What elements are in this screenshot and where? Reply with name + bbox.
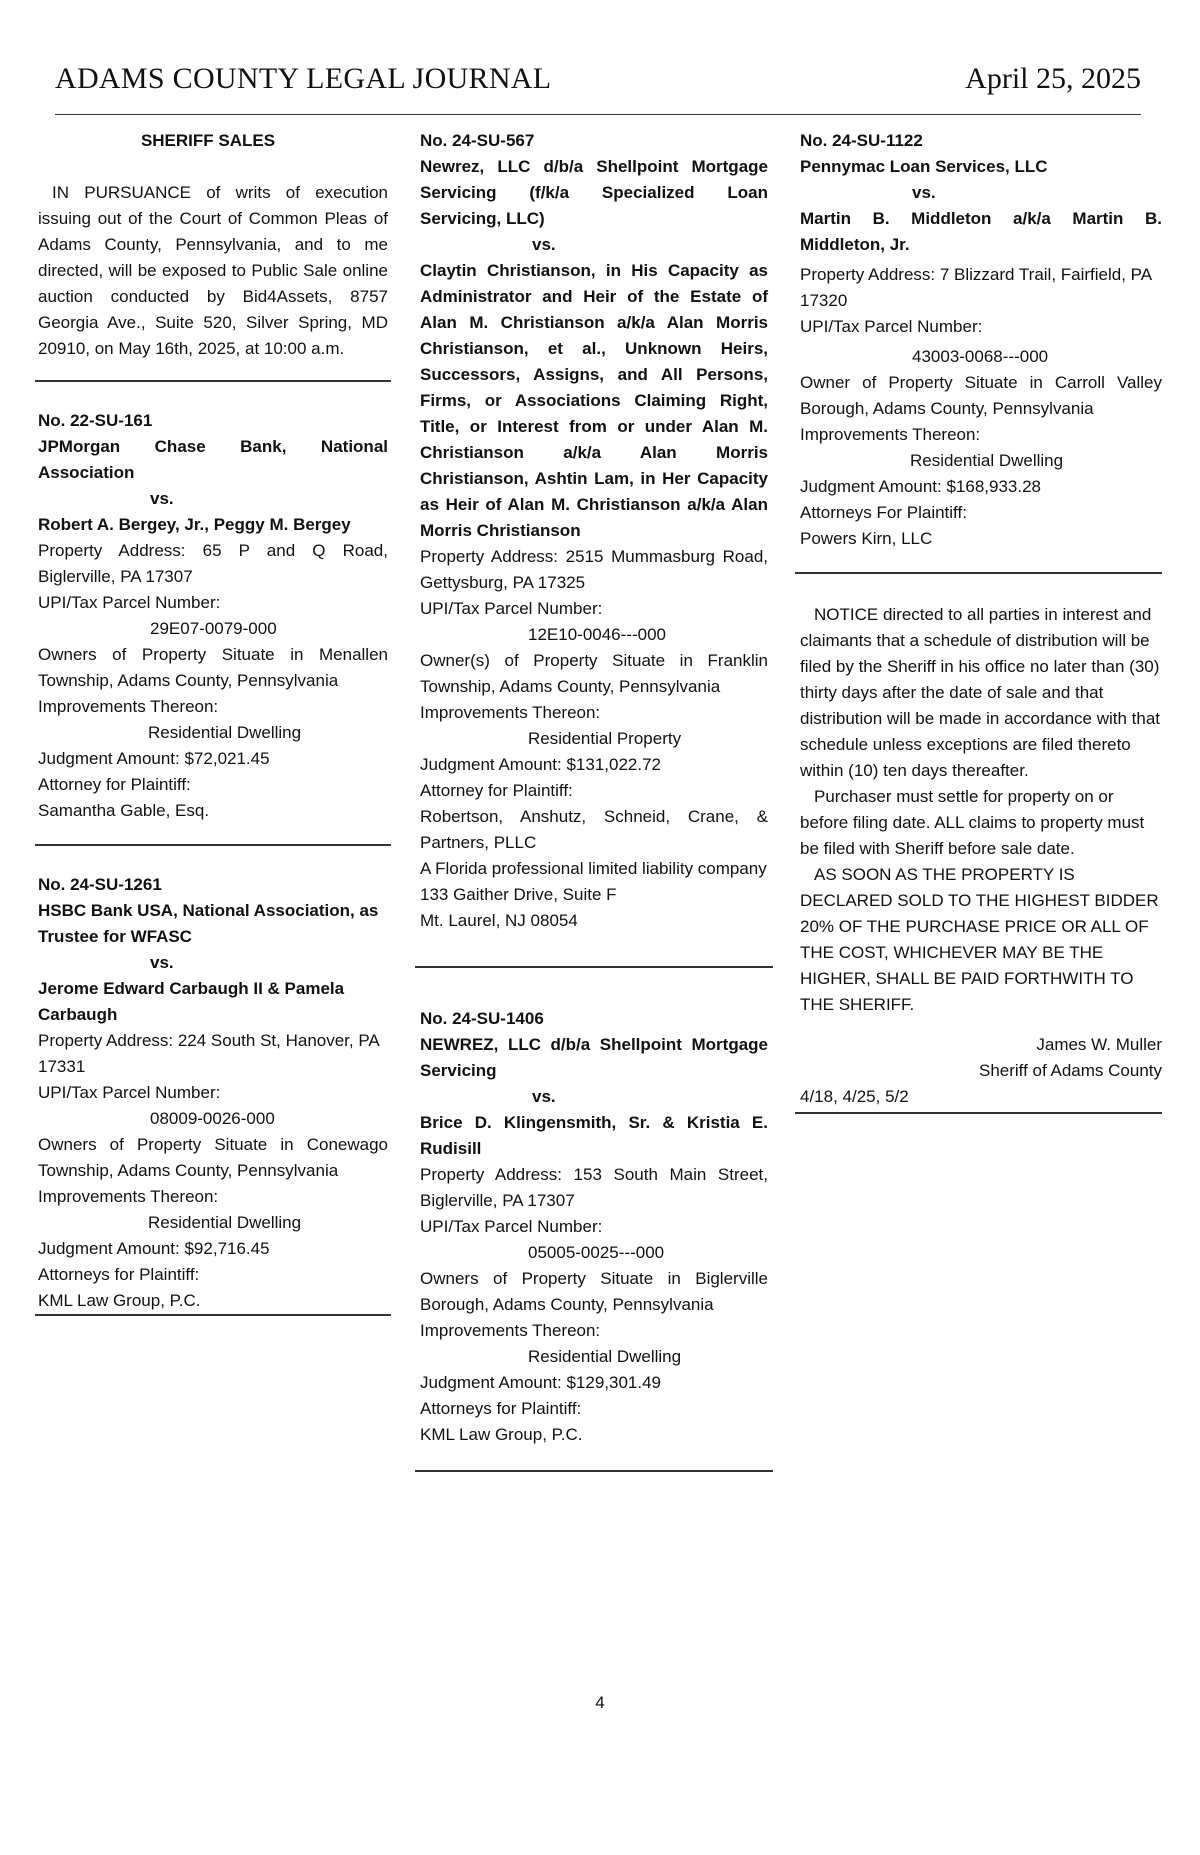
improvements-label: Improvements Thereon: — [38, 1187, 219, 1206]
judgment-amount: Judgment Amount: $129,301.49 — [420, 1373, 662, 1392]
plaintiff: HSBC Bank USA, National Association, as Trustee for WFASC — [38, 901, 379, 946]
case-block — [800, 128, 1162, 552]
judgment-amount: Judgment Amount: $131,022.72 — [420, 755, 662, 774]
upi-label: UPI/Tax Parcel Number: — [420, 599, 603, 618]
upi-number: 43003-0068---000 — [912, 347, 1049, 366]
sheriff-name: James W. Muller — [1036, 1035, 1162, 1054]
plaintiff: JPMorgan Chase Bank, National Association — [38, 437, 388, 482]
attorney: KML Law Group, P.C. — [38, 1291, 201, 1310]
improvements: Residential Dwelling — [148, 723, 302, 742]
plaintiff: Pennymac Loan Services, LLC — [800, 157, 1048, 176]
versus-label: vs. — [532, 235, 556, 254]
divider — [415, 1470, 773, 1472]
attorney: Robertson, Anshutz, Schneid, Crane, & Partners, PLLC — [420, 807, 768, 852]
improvements-label: Improvements Thereon: — [38, 697, 219, 716]
attorney-street: 133 Gaither Drive, Suite F — [420, 885, 617, 904]
property-owners: Owners of Property Situate in Menallen Township, Adams County, Pennsylvania — [38, 645, 388, 690]
defendant: Robert A. Bergey, Jr., Peggy M. Bergey — [38, 515, 351, 534]
upi-number: 05005-0025---000 — [528, 1243, 665, 1262]
issue-date: April 25, 2025 — [965, 62, 1141, 95]
attorney: Powers Kirn, LLC — [800, 529, 933, 548]
property-owners: Owners of Property Situate in Biglerville Borough, Adams County, Pennsylvania — [420, 1269, 768, 1314]
case-block — [420, 1006, 768, 1448]
masthead — [55, 62, 1141, 116]
versus-label: vs. — [532, 1087, 556, 1106]
property-address: Property Address: 224 South St, Hanover, PA 17331 — [38, 1031, 379, 1076]
property-owners: Owners of Property Situate in Conewago Township, Adams County, Pennsylvania — [38, 1135, 388, 1180]
property-address: Property Address: 7 Blizzard Trail, Fairfield, PA 17320 — [800, 265, 1152, 310]
defendant: Claytin Christianson, in His Capacity as Administrator and Heir of the Estate of Alan M. Christianson a/k/a Alan Morris Christianson, et al., Unknown Heirs, Successors, Assigns, and All Persons, Firms, or Associations Claiming Right, Title, or Interest from or under Alan M. Christianson a/k/a Alan Morris Christianson, Ashtin Lam, in Her Capacity as Heir of Alan M. Christianson a/k/a Alan Morris Christianson — [420, 261, 768, 540]
upi-number: 29E07-0079-000 — [150, 619, 277, 638]
judgment-amount: Judgment Amount: $168,933.28 — [800, 477, 1042, 496]
upi-label: UPI/Tax Parcel Number: — [38, 1083, 221, 1102]
attorney-label: Attorneys for Plaintiff: — [38, 1265, 200, 1284]
versus-label: vs. — [912, 183, 936, 202]
attorney-description: A Florida professional limited liability company — [420, 859, 767, 878]
case-number: No. 24-SU-1122 — [800, 131, 923, 150]
property-owners: Owner(s) of Property Situate in Franklin Township, Adams County, Pennsylvania — [420, 651, 768, 696]
defendant: Martin B. Middleton a/k/a Martin B. Middleton, Jr. — [800, 209, 1162, 254]
improvements: Residential Property — [528, 729, 682, 748]
upi-label: UPI/Tax Parcel Number: — [420, 1217, 603, 1236]
versus-label: vs. — [150, 489, 174, 508]
case-block — [38, 872, 388, 1314]
masthead-divider — [55, 114, 1141, 115]
settlement-notice: Purchaser must settle for property on or before filing date. ALL claims to property must be filed with Sheriff before sale date. — [800, 787, 1145, 858]
distribution-notice: NOTICE directed to all parties in interest and claimants that a schedule of distribution will be filed by the Sheriff in his office no later than (30) thirty days after the date of sale and that distribution will be made in accordance with that schedule unless exceptions are filed thereto within (10) ten days thereafter. — [800, 605, 1161, 780]
attorney: Samantha Gable, Esq. — [38, 801, 210, 820]
defendant: Brice D. Klingensmith, Sr. & Kristia E. Rudisill — [420, 1113, 768, 1158]
upi-label: UPI/Tax Parcel Number: — [800, 317, 983, 336]
judgment-amount: Judgment Amount: $92,716.45 — [38, 1239, 270, 1258]
publication-dates: 4/18, 4/25, 5/2 — [800, 1087, 909, 1106]
improvements: Residential Dwelling — [148, 1213, 302, 1232]
case-number: No. 24-SU-1261 — [38, 875, 162, 894]
notice-block — [800, 602, 1162, 1110]
attorney-city: Mt. Laurel, NJ 08054 — [420, 911, 578, 930]
column-1 — [38, 128, 388, 1316]
attorney-label: Attorney for Plaintiff: — [38, 775, 191, 794]
section-heading: SHERIFF SALES — [140, 131, 276, 150]
attorney: KML Law Group, P.C. — [420, 1425, 583, 1444]
column-3 — [800, 128, 1162, 1114]
column-2 — [420, 128, 768, 1472]
divider — [795, 1112, 1162, 1114]
intro-paragraph: IN PURSUANCE of writs of execution issuing out of the Court of Common Pleas of Adams County, Pennsylvania, and to me directed, will be exposed to Public Sale online auction conducted by Bid4Assets, 8757 Georgia Ave., Suite 520, Silver Spring, MD 20910, on May 16th, 2025, at 10:00 a.m. — [38, 183, 388, 358]
plaintiff: NEWREZ, LLC d/b/a Shellpoint Mortgage Servicing — [420, 1035, 768, 1080]
upi-label: UPI/Tax Parcel Number: — [38, 593, 221, 612]
page-number: 4 — [595, 1693, 605, 1712]
defendant: Jerome Edward Carbaugh II & Pamela Carbaugh — [38, 979, 345, 1024]
attorney-label: Attorneys for Plaintiff: — [420, 1399, 582, 1418]
improvements-label: Improvements Thereon: — [420, 1321, 601, 1340]
payment-notice: AS SOON AS THE PROPERTY IS DECLARED SOLD TO THE HIGHEST BIDDER 20% OF THE PURCHASE PRICE OR ALL OF THE COST, WHICHEVER MAY BE THE HIGHER, SHALL BE PAID FORTHWITH TO THE SHERIFF. — [800, 865, 1159, 1014]
upi-number: 12E10-0046---000 — [528, 625, 666, 644]
plaintiff: Newrez, LLC d/b/a Shellpoint Mortgage Servicing (f/k/a Specialized Loan Servicing, LLC) — [420, 157, 768, 228]
improvements: Residential Dwelling — [910, 451, 1064, 470]
improvements-label: Improvements Thereon: — [420, 703, 601, 722]
divider — [35, 1314, 391, 1316]
property-owners: Owner of Property Situate in Carroll Valley Borough, Adams County, Pennsylvania — [800, 373, 1162, 418]
case-block — [420, 128, 768, 934]
upi-number: 08009-0026-000 — [150, 1109, 275, 1128]
attorney-label: Attorney for Plaintiff: — [420, 781, 573, 800]
property-address: Property Address: 153 South Main Street, Biglerville, PA 17307 — [420, 1165, 768, 1210]
property-address: Property Address: 2515 Mummasburg Road, Gettysburg, PA 17325 — [420, 547, 768, 592]
attorney-label: Attorneys For Plaintiff: — [800, 503, 967, 522]
journal-title: ADAMS COUNTY LEGAL JOURNAL — [55, 62, 552, 95]
case-number: No. 22-SU-161 — [38, 411, 153, 430]
property-address: Property Address: 65 P and Q Road, Biglerville, PA 17307 — [38, 541, 388, 586]
case-number: No. 24-SU-567 — [420, 131, 535, 150]
versus-label: vs. — [150, 953, 174, 972]
case-number: No. 24-SU-1406 — [420, 1009, 544, 1028]
improvements: Residential Dwelling — [528, 1347, 682, 1366]
sheriff-title: Sheriff of Adams County — [978, 1061, 1162, 1080]
case-block — [38, 408, 388, 824]
judgment-amount: Judgment Amount: $72,021.45 — [38, 749, 270, 768]
improvements-label: Improvements Thereon: — [800, 425, 981, 444]
